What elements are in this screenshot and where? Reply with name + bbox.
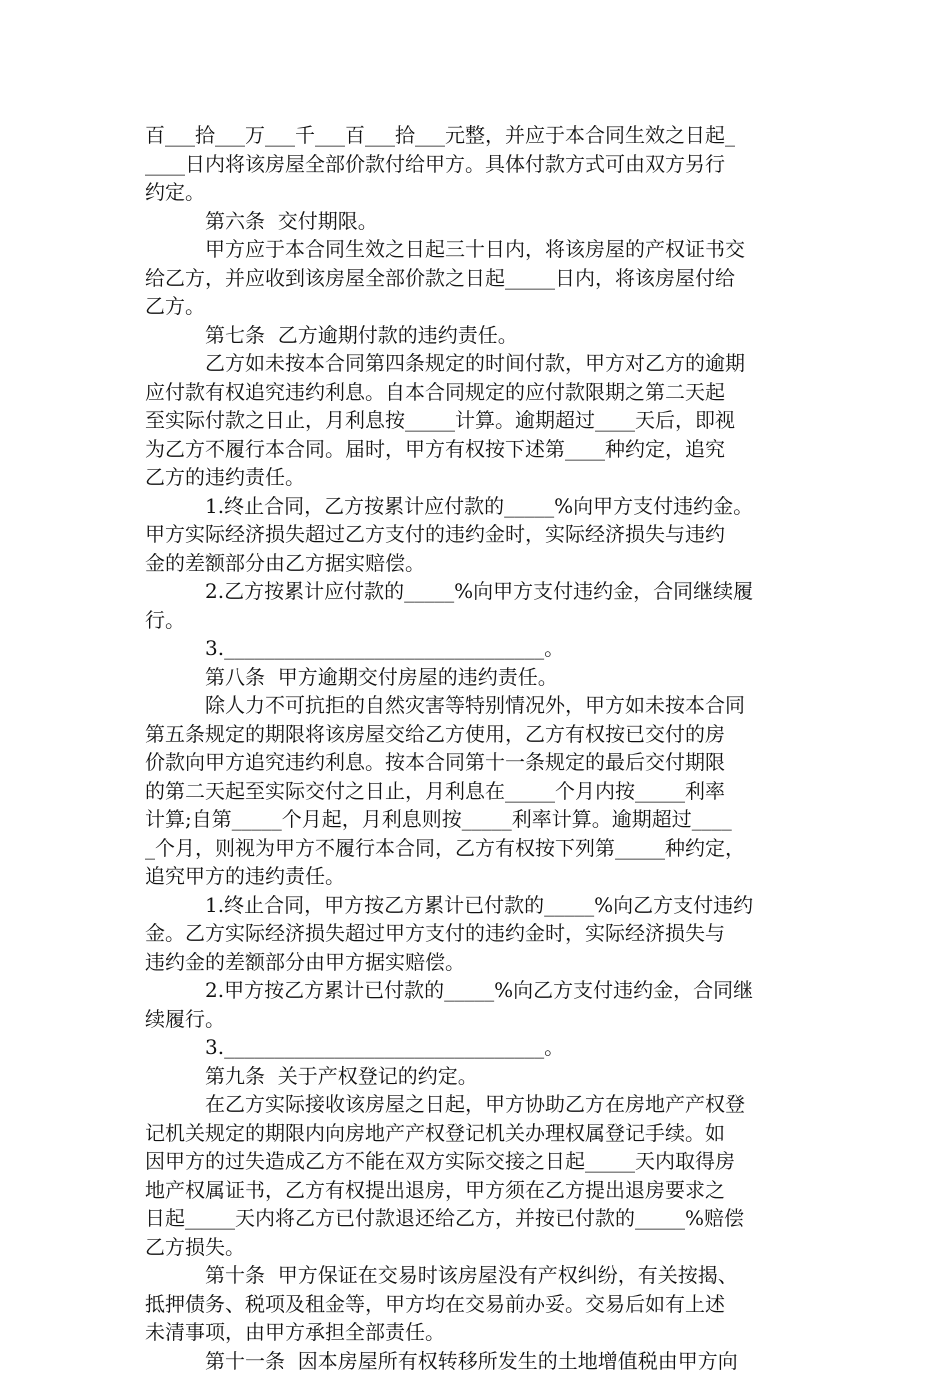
text-line: 因甲方的过失造成乙方不能在双方实际交接之日起_____天内取得房 <box>145 1147 817 1176</box>
section-heading: 第九条 关于产权登记的约定。 <box>145 1062 817 1091</box>
text-line: 在乙方实际接收该房屋之日起，甲方协助乙方在房地产产权登 <box>145 1090 817 1119</box>
text-line: 违约金的差额部分由甲方据实赔偿。 <box>145 948 817 977</box>
text-line: 1.终止合同，甲方按乙方累计已付款的_____%向乙方支付违约 <box>145 891 817 920</box>
text-line: 金。乙方实际经济损失超过甲方支付的违约金时，实际经济损失与 <box>145 919 817 948</box>
section-heading: 第十一条 因本房屋所有权转移所发生的土地增值税由甲方向 <box>145 1347 817 1375</box>
text-line: 追究甲方的违约责任。 <box>145 862 817 891</box>
text-line: 行。 <box>145 606 817 635</box>
text-line: 乙方。 <box>145 292 817 321</box>
text-line: 乙方损失。 <box>145 1233 817 1262</box>
section-heading: 第八条 甲方逾期交付房屋的违约责任。 <box>145 663 817 692</box>
text-line: 记机关规定的期限内向房地产产权登记机关办理权属登记手续。如 <box>145 1119 817 1148</box>
text-line: 续履行。 <box>145 1005 817 1034</box>
text-line: 至实际付款之日止，月利息按_____计算。逾期超过____天后，即视 <box>145 406 817 435</box>
text-line: 乙方的违约责任。 <box>145 463 817 492</box>
text-line: 2.甲方按乙方累计已付款的_____%向乙方支付违约金，合同继 <box>145 976 817 1005</box>
text-line: ____日内将该房屋全部价款付给甲方。具体付款方式可由双方另行 <box>145 150 817 179</box>
text-line: 未清事项，由甲方承担全部责任。 <box>145 1318 817 1347</box>
text-line: _个月，则视为甲方不履行本合同，乙方有权按下列第_____种约定， <box>145 834 817 863</box>
text-line: 第五条规定的期限将该房屋交给乙方使用，乙方有权按已交付的房 <box>145 720 817 749</box>
text-line: 3.________________________________。 <box>145 1033 817 1062</box>
text-line: 除人力不可抗拒的自然灾害等特别情况外，甲方如未按本合同 <box>145 691 817 720</box>
text-line: 约定。 <box>145 178 817 207</box>
text-line: 1.终止合同，乙方按累计应付款的_____%向甲方支付违约金。 <box>145 492 817 521</box>
text-line: 日起_____天内将乙方已付款退还给乙方，并按已付款的_____%赔偿 <box>145 1204 817 1233</box>
text-line: 乙方如未按本合同第四条规定的时间付款，甲方对乙方的逾期 <box>145 349 817 378</box>
section-heading: 第六条 交付期限。 <box>145 207 817 236</box>
text-line: 的第二天起至实际交付之日止，月利息在_____个月内按_____利率 <box>145 777 817 806</box>
text-line: 金的差额部分由乙方据实赔偿。 <box>145 549 817 578</box>
text-line: 价款向甲方追究违约利息。按本合同第十一条规定的最后交付期限 <box>145 748 817 777</box>
text-line: 给乙方，并应收到该房屋全部价款之日起_____日内，将该房屋付给 <box>145 264 817 293</box>
text-line: 计算;自第_____个月起，月利息则按_____利率计算。逾期超过____ <box>145 805 817 834</box>
text-line: 地产权属证书，乙方有权提出退房，甲方须在乙方提出退房要求之 <box>145 1176 817 1205</box>
text-line: 为乙方不履行本合同。届时，甲方有权按下述第____种约定，追究 <box>145 435 817 464</box>
text-line: 百___拾___万___千___百___拾___元整，并应于本合同生效之日起_ <box>145 121 817 150</box>
section-heading: 第七条 乙方逾期付款的违约责任。 <box>145 321 817 350</box>
section-heading: 第十条 甲方保证在交易时该房屋没有产权纠纷，有关按揭、 <box>145 1261 817 1290</box>
text-line: 抵押债务、税项及租金等，甲方均在交易前办妥。交易后如有上述 <box>145 1290 817 1319</box>
text-line: 甲方应于本合同生效之日起三十日内，将该房屋的产权证书交 <box>145 235 817 264</box>
contract-text <box>145 121 817 1375</box>
text-line: 甲方实际经济损失超过乙方支付的违约金时，实际经济损失与违约 <box>145 520 817 549</box>
text-line: 3.________________________________。 <box>145 634 817 663</box>
text-line: 应付款有权追究违约利息。自本合同规定的应付款限期之第二天起 <box>145 378 817 407</box>
text-line: 2.乙方按累计应付款的_____%向甲方支付违约金，合同继续履 <box>145 577 817 606</box>
